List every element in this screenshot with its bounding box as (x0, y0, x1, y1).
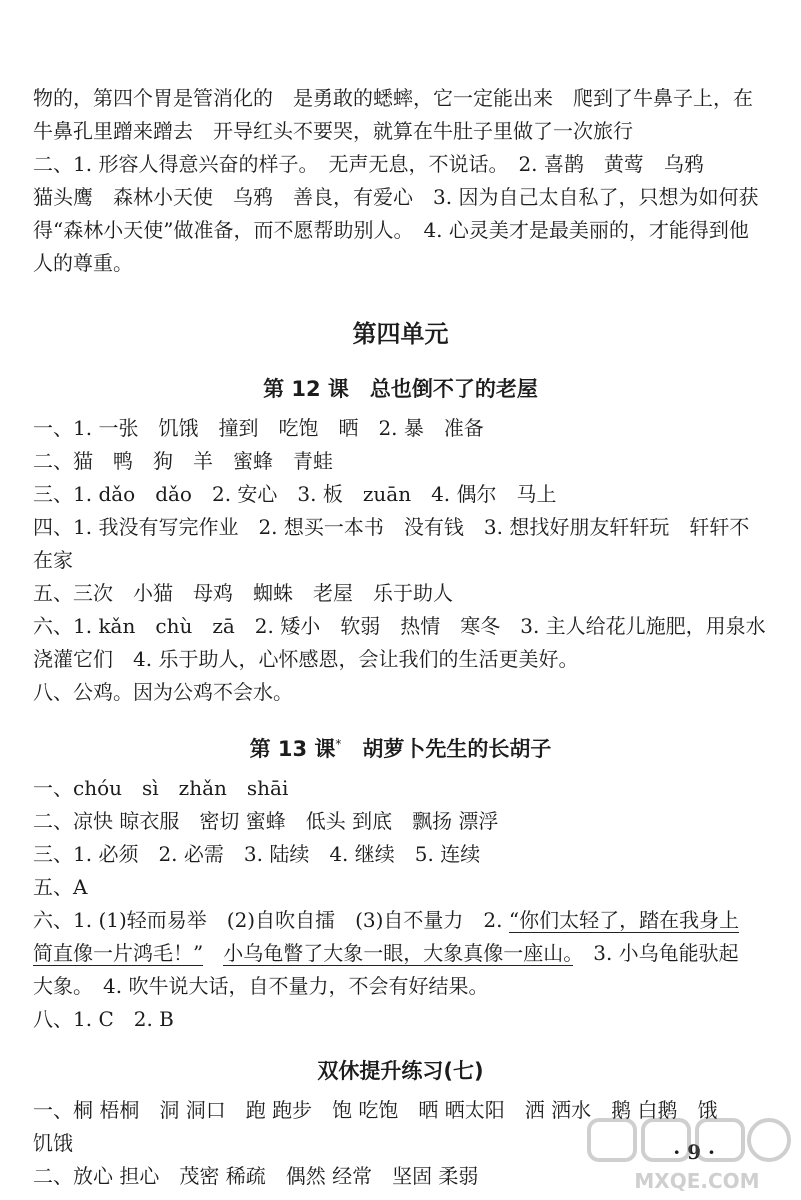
underlined-quote: 简直像一片鸿毛！” (33, 941, 204, 965)
text-line: 浇灌它们 4. 乐于助人，心怀感恩，会让我们的生活更美好。 (33, 647, 579, 671)
text-line: 一、chóu sì zhǎn shāi (33, 776, 289, 800)
review-title: 双休提升练习(七) (317, 1059, 484, 1083)
text-line: 二、凉快 晾衣服 密切 蜜蜂 低头 到底 飘扬 漂浮 (33, 809, 499, 833)
page-number: · 9 · (673, 1140, 715, 1164)
text-line: 三、1. dǎo dǎo 2. 安心 3. 板 zuān 4. 偶尔 马上 (33, 482, 557, 506)
text-line: 二、1. 形容人得意兴奋的样子。 无声无息，不说话。 2. 喜鹊 黄莺 乌鸦 (33, 152, 704, 176)
lesson-13-title (33, 727, 768, 766)
text-line: 物的，第四个胃是管消化的 是勇敢的蟋蟀，它一定能出来 爬到了牛鼻子上，在 (33, 86, 753, 110)
text-line: 八、1. C 2. B (33, 1007, 174, 1031)
text-line: 六、1. kǎn chù zā 2. 矮小 软弱 热情 寒冬 3. 主人给花儿施肥，用泉水 (33, 614, 766, 638)
text-line: 饥饿 (33, 1131, 73, 1155)
underlined-sentence: 小乌龟瞥了大象一眼，大象真像一座山。 (223, 941, 574, 965)
text-line: 五、A (33, 875, 88, 899)
text-line: 四、1. 我没有写完作业 2. 想买一本书 没有钱 3. 想找好朋友轩轩玩 轩轩不 (33, 515, 750, 539)
text-line: 牛鼻孔里蹭来蹭去 开导红头不要哭，就算在牛肚子里做了一次旅行 (33, 119, 633, 143)
text-line: 二、放心 担心 茂密 稀疏 偶然 经常 坚固 柔弱 (33, 1164, 479, 1188)
text-line: 得“森林小天使”做准备，而不愿帮助别人。 4. 心灵美才是最美丽的，才能得到他 (33, 218, 749, 242)
watermark-logo (587, 1116, 797, 1196)
text-line: 猫头鹰 森林小天使 乌鸦 善良，有爱心 3. 因为自己太自私了，只想为如何获 (33, 185, 759, 209)
lesson-13-name: 胡萝卜先生的长胡子 (341, 737, 552, 761)
text-line: 八、公鸡。因为公鸡不会水。 (33, 680, 293, 704)
text-line: 一、桐 梧桐 洞 洞口 跑 跑步 饱 吃饱 晒 晒太阳 洒 洒水 鹅 白鹅 饿 (33, 1098, 718, 1122)
q6-text: 3. 小乌龟能驮起 (573, 941, 739, 965)
text-line: 大象。 4. 吹牛说大话，自不量力，不会有好结果。 (33, 974, 489, 998)
text-line: 五、三次 小猫 母鸡 蜘蛛 老屋 乐于助人 (33, 581, 453, 605)
text-line: 一、1. 一张 饥饿 撞到 吃饱 晒 2. 暴 准备 (33, 416, 484, 440)
optional-lesson-mark: * (335, 737, 342, 751)
text-line (33, 937, 768, 970)
lesson-13-answers (33, 772, 768, 1036)
underlined-quote: “你们太轻了，踏在我身上 (508, 908, 740, 932)
text-line: 人的尊重。 (33, 251, 133, 275)
text-line: 在家 (33, 548, 73, 572)
unit-title: 第四单元 (352, 320, 449, 348)
lesson-12-title: 第 12 课 总也倒不了的老屋 (263, 377, 538, 401)
q6-text: 六、1. (1)轻而易举 (2)自吹自擂 (3)自不量力 2. (33, 908, 509, 932)
spacer-text (203, 941, 223, 965)
lesson-13-number: 第 13 课 (249, 737, 336, 761)
answer-page (33, 82, 768, 1193)
text-line (33, 904, 768, 937)
continuation-block (33, 82, 768, 280)
text-line: 二、猫 鸭 狗 羊 蜜蜂 青蛙 (33, 449, 333, 473)
lesson-12-answers (33, 412, 768, 709)
text-line: 三、1. 必须 2. 必需 3. 陆续 4. 继续 5. 连续 (33, 842, 481, 866)
watermark-text: MXQE.COM (634, 1169, 760, 1193)
